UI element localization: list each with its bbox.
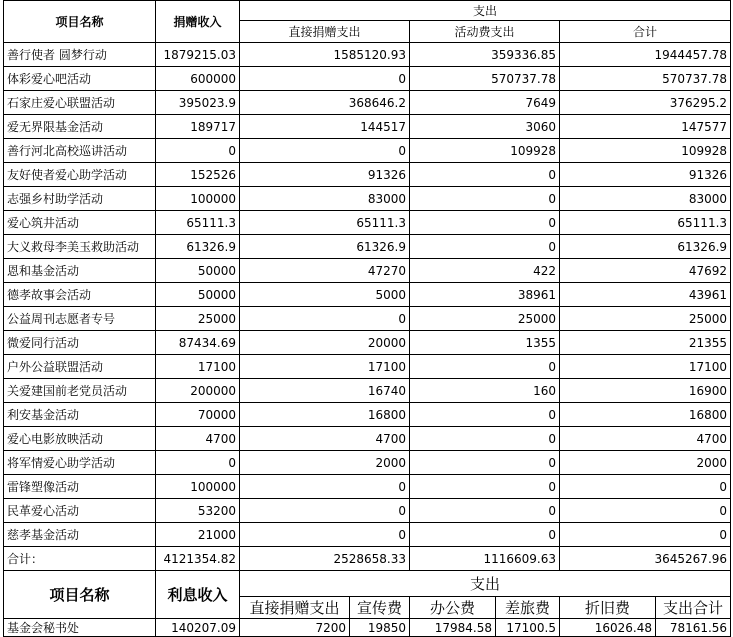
cell-activity-cost: 3060 — [410, 115, 560, 139]
cell-depreciation: 16026.48 — [560, 619, 656, 637]
cell-donation-income: 200000 — [156, 379, 240, 403]
cell-total: 16800 — [560, 403, 731, 427]
sub-header-office: 办公费 — [410, 597, 496, 619]
header-direct-donation: 直接捐赠支出 — [240, 21, 410, 43]
cell-activity-cost: 422 — [410, 259, 560, 283]
cell-donation-income: 61326.9 — [156, 235, 240, 259]
cell-direct-donation: 0 — [240, 67, 410, 91]
cell-direct-donation: 7200 — [240, 619, 350, 637]
cell-project-name: 大义救母李美玉救助活动 — [4, 235, 156, 259]
cell-donation-income: 87434.69 — [156, 331, 240, 355]
table-row — [4, 139, 731, 163]
cell-direct-donation: 91326 — [240, 163, 410, 187]
table-row — [4, 379, 731, 403]
cell-direct-donation: 61326.9 — [240, 235, 410, 259]
cell-total: 0 — [560, 499, 731, 523]
table-row — [4, 307, 731, 331]
cell-activity-cost: 7649 — [410, 91, 560, 115]
cell-project-name: 体彩爱心吧活动 — [4, 67, 156, 91]
cell-direct-donation: 0 — [240, 475, 410, 499]
table-row — [4, 355, 731, 379]
cell-activity-cost: 0 — [410, 163, 560, 187]
cell-activity-cost: 0 — [410, 187, 560, 211]
sub-header-project-name: 项目名称 — [4, 571, 156, 619]
cell-project-name: 爱心电影放映活动 — [4, 427, 156, 451]
table-row — [4, 283, 731, 307]
cell-direct-donation: 144517 — [240, 115, 410, 139]
cell-total: 0 — [560, 523, 731, 547]
table-row — [4, 187, 731, 211]
cell-total: 21355 — [560, 331, 731, 355]
cell-project-name: 志强乡村助学活动 — [4, 187, 156, 211]
cell-activity-cost: 0 — [410, 451, 560, 475]
cell-donation-income: 0 — [156, 451, 240, 475]
sub-header-total: 支出合计 — [656, 597, 731, 619]
project-expense-table — [3, 0, 731, 571]
cell-direct-donation: 4700 — [240, 427, 410, 451]
cell-project-name: 雷锋塑像活动 — [4, 475, 156, 499]
table-row — [4, 523, 731, 547]
cell-project-name: 将军情爱心助学活动 — [4, 451, 156, 475]
cell-total: 43961 — [560, 283, 731, 307]
cell-total: 570737.78 — [560, 67, 731, 91]
cell-direct-donation: 16740 — [240, 379, 410, 403]
cell-project-name: 民革爱心活动 — [4, 499, 156, 523]
cell-project-name: 善行河北高校巡讲活动 — [4, 139, 156, 163]
cell-direct-donation: 20000 — [240, 331, 410, 355]
cell-total: 16900 — [560, 379, 731, 403]
cell-activity-cost: 25000 — [410, 307, 560, 331]
cell-total: 25000 — [560, 307, 731, 331]
cell-direct-donation: 2528658.33 — [240, 547, 410, 571]
table-row — [4, 427, 731, 451]
cell-project-name: 石家庄爱心联盟活动 — [4, 91, 156, 115]
sub-header-depreciation: 折旧费 — [560, 597, 656, 619]
cell-donation-income: 50000 — [156, 259, 240, 283]
cell-project-name: 友好使者爱心助学活动 — [4, 163, 156, 187]
cell-interest-income: 140207.09 — [156, 619, 240, 637]
table-row — [4, 115, 731, 139]
cell-activity-cost: 38961 — [410, 283, 560, 307]
header-expenditure: 支出 — [240, 1, 731, 21]
cell-direct-donation: 0 — [240, 307, 410, 331]
cell-direct-donation: 16800 — [240, 403, 410, 427]
cell-project-name: 爱心筑井活动 — [4, 211, 156, 235]
table-row — [4, 43, 731, 67]
cell-donation-income: 21000 — [156, 523, 240, 547]
spreadsheet — [3, 0, 730, 637]
cell-travel: 17100.5 — [496, 619, 560, 637]
cell-total: 147577 — [560, 115, 731, 139]
table-row — [4, 211, 731, 235]
cell-project-name: 恩和基金活动 — [4, 259, 156, 283]
cell-office: 17984.58 — [410, 619, 496, 637]
header-total: 合计 — [560, 21, 731, 43]
cell-expense-total: 78161.56 — [656, 619, 731, 637]
cell-project-name: 爱无界限基金活动 — [4, 115, 156, 139]
cell-direct-donation: 83000 — [240, 187, 410, 211]
cell-total: 17100 — [560, 355, 731, 379]
header-donation-income: 捐赠收入 — [156, 1, 240, 43]
table-row — [4, 259, 731, 283]
cell-direct-donation: 65111.3 — [240, 211, 410, 235]
cell-activity-cost: 0 — [410, 475, 560, 499]
cell-project-name: 关爱建国前老党员活动 — [4, 379, 156, 403]
cell-project-name: 微爱同行活动 — [4, 331, 156, 355]
cell-project-name: 善行使者 圆梦行动 — [4, 43, 156, 67]
cell-total: 376295.2 — [560, 91, 731, 115]
table-row — [4, 499, 731, 523]
cell-donation-income: 50000 — [156, 283, 240, 307]
cell-donation-income: 152526 — [156, 163, 240, 187]
cell-donation-income: 25000 — [156, 307, 240, 331]
table-row — [4, 163, 731, 187]
sub-header-direct-donation: 直接捐赠支出 — [240, 597, 350, 619]
cell-direct-donation: 5000 — [240, 283, 410, 307]
sub-header-publicity: 宣传费 — [350, 597, 410, 619]
cell-total: 91326 — [560, 163, 731, 187]
cell-total: 65111.3 — [560, 211, 731, 235]
cell-activity-cost: 0 — [410, 499, 560, 523]
cell-activity-cost: 160 — [410, 379, 560, 403]
cell-total: 1944457.78 — [560, 43, 731, 67]
cell-donation-income: 53200 — [156, 499, 240, 523]
cell-donation-income: 1879215.03 — [156, 43, 240, 67]
table-row — [4, 331, 731, 355]
cell-direct-donation: 368646.2 — [240, 91, 410, 115]
cell-activity-cost: 0 — [410, 403, 560, 427]
cell-direct-donation: 0 — [240, 523, 410, 547]
cell-activity-cost: 0 — [410, 211, 560, 235]
cell-total: 4700 — [560, 427, 731, 451]
cell-project-name: 利安基金活动 — [4, 403, 156, 427]
cell-direct-donation: 0 — [240, 499, 410, 523]
cell-direct-donation: 2000 — [240, 451, 410, 475]
header-project-name: 项目名称 — [4, 1, 156, 43]
cell-project-name: 德孝故事会活动 — [4, 283, 156, 307]
table-row — [4, 475, 731, 499]
cell-donation-income: 4700 — [156, 427, 240, 451]
cell-activity-cost: 1355 — [410, 331, 560, 355]
cell-donation-income: 65111.3 — [156, 211, 240, 235]
cell-project-name: 慈孝基金活动 — [4, 523, 156, 547]
table-row — [4, 235, 731, 259]
sub-header-travel: 差旅费 — [496, 597, 560, 619]
cell-total: 47692 — [560, 259, 731, 283]
sub-header-interest-income: 利息收入 — [156, 571, 240, 619]
cell-activity-cost: 1116609.63 — [410, 547, 560, 571]
table-row — [4, 451, 731, 475]
cell-activity-cost: 359336.85 — [410, 43, 560, 67]
cell-total: 61326.9 — [560, 235, 731, 259]
sub-header-expenditure: 支出 — [240, 571, 731, 597]
table-row — [4, 67, 731, 91]
cell-donation-income: 4121354.82 — [156, 547, 240, 571]
cell-total: 2000 — [560, 451, 731, 475]
header-activity-cost: 活动费支出 — [410, 21, 560, 43]
cell-activity-cost: 0 — [410, 355, 560, 379]
cell-direct-donation: 47270 — [240, 259, 410, 283]
cell-activity-cost: 0 — [410, 235, 560, 259]
cell-project-name: 合计： — [4, 547, 156, 571]
table-row — [4, 403, 731, 427]
cell-project-name: 公益周刊志愿者专号 — [4, 307, 156, 331]
cell-activity-cost: 109928 — [410, 139, 560, 163]
cell-donation-income: 70000 — [156, 403, 240, 427]
cell-donation-income: 100000 — [156, 475, 240, 499]
cell-donation-income: 600000 — [156, 67, 240, 91]
cell-total: 83000 — [560, 187, 731, 211]
table-row — [4, 91, 731, 115]
cell-activity-cost: 570737.78 — [410, 67, 560, 91]
cell-publicity: 19850 — [350, 619, 410, 637]
cell-activity-cost: 0 — [410, 523, 560, 547]
cell-donation-income: 395023.9 — [156, 91, 240, 115]
secretariat-expense-table — [3, 570, 731, 637]
cell-total: 0 — [560, 475, 731, 499]
cell-project-name: 户外公益联盟活动 — [4, 355, 156, 379]
cell-donation-income: 100000 — [156, 187, 240, 211]
cell-donation-income: 189717 — [156, 115, 240, 139]
cell-total: 3645267.96 — [560, 547, 731, 571]
cell-direct-donation: 1585120.93 — [240, 43, 410, 67]
table-row — [4, 619, 731, 637]
cell-activity-cost: 0 — [410, 427, 560, 451]
cell-direct-donation: 17100 — [240, 355, 410, 379]
cell-donation-income: 17100 — [156, 355, 240, 379]
cell-project-name: 基金会秘书处 — [4, 619, 156, 637]
total-row — [4, 547, 731, 571]
cell-direct-donation: 0 — [240, 139, 410, 163]
cell-donation-income: 0 — [156, 139, 240, 163]
cell-total: 109928 — [560, 139, 731, 163]
